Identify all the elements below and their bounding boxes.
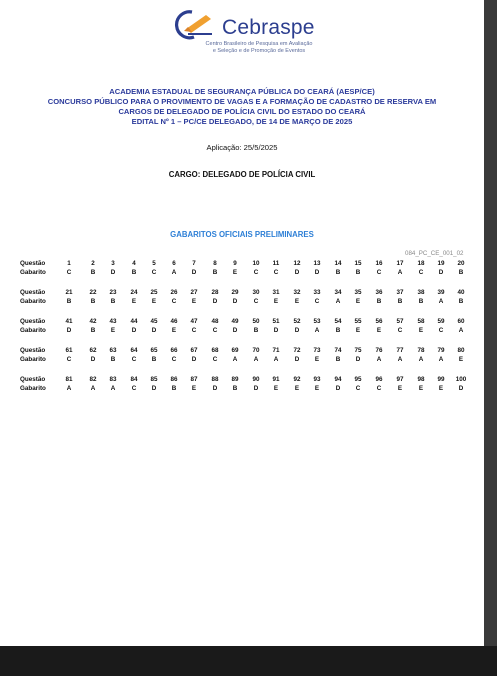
question-number: 60 — [457, 318, 465, 325]
answer-letter: A — [335, 298, 341, 305]
question-number: 83 — [109, 376, 117, 383]
answer-letter: A — [90, 385, 96, 392]
answer-letter: C — [314, 298, 320, 305]
answer-letter: B — [232, 385, 238, 392]
question-number: 85 — [150, 376, 158, 383]
gabarito-label: Gabarito — [20, 298, 46, 305]
question-number: 94 — [334, 376, 342, 383]
answer-letter: D — [232, 298, 238, 305]
logo-subtitle-line2: e Seleção e de Promoção de Eventos — [212, 47, 306, 54]
answer-letter: A — [418, 356, 424, 363]
page-edge — [484, 0, 497, 646]
question-number: 24 — [130, 289, 138, 296]
question-number: 92 — [293, 376, 301, 383]
answer-letter: D — [131, 327, 137, 334]
question-number: 87 — [190, 376, 198, 383]
question-number: 5 — [152, 260, 156, 267]
question-number: 95 — [354, 376, 362, 383]
answer-letter: D — [232, 327, 238, 334]
question-number: 4 — [132, 260, 136, 267]
question-number: 98 — [417, 376, 425, 383]
question-number: 39 — [437, 289, 445, 296]
answer-letter: E — [273, 385, 279, 392]
document-header — [20, 87, 464, 127]
question-number: 8 — [213, 260, 217, 267]
question-number: 26 — [170, 289, 178, 296]
cebraspe-emblem-icon — [172, 10, 218, 40]
answer-letter: B — [151, 356, 157, 363]
answer-letter: C — [212, 327, 218, 334]
question-number: 54 — [334, 318, 342, 325]
gabarito-label: Gabarito — [20, 385, 46, 392]
gabaritos-title: GABARITOS OFICIAIS PRELIMINARES — [170, 230, 314, 239]
answer-letter: B — [458, 269, 464, 276]
answer-letter: D — [314, 269, 320, 276]
answer-letter: B — [335, 356, 341, 363]
question-number: 58 — [417, 318, 425, 325]
answer-letter: A — [171, 269, 177, 276]
question-number: 70 — [252, 347, 260, 354]
question-number: 32 — [293, 289, 301, 296]
question-number: 93 — [313, 376, 321, 383]
answer-letter: A — [397, 269, 403, 276]
question-number: 12 — [293, 260, 301, 267]
answer-letter: B — [418, 298, 424, 305]
question-number: 2 — [91, 260, 95, 267]
answer-letter: B — [335, 327, 341, 334]
answer-letter: D — [335, 385, 341, 392]
question-number: 63 — [109, 347, 117, 354]
header-line4: EDITAL Nº 1 – PC/CE DELEGADO, DE 14 DE MARÇO DE 2025 — [131, 117, 353, 126]
gabarito-label: Gabarito — [20, 269, 46, 276]
question-number: 59 — [437, 318, 445, 325]
answer-letter: E — [151, 298, 157, 305]
question-number: 19 — [437, 260, 445, 267]
question-number: 42 — [89, 318, 97, 325]
question-number: 34 — [334, 289, 342, 296]
question-number: 13 — [313, 260, 321, 267]
question-number: 57 — [396, 318, 404, 325]
answer-letter: B — [355, 269, 361, 276]
answer-letter: D — [355, 356, 361, 363]
header-line2: CONCURSO PÚBLICO PARA O PROVIMENTO DE VAGAS E A FORMAÇÃO DE CADASTRO DE RESERVA EM — [47, 97, 437, 106]
gabarito-label: Gabarito — [20, 327, 46, 334]
answer-letter: B — [66, 298, 72, 305]
question-number: 97 — [396, 376, 404, 383]
answer-letter: D — [110, 269, 116, 276]
question-number: 21 — [65, 289, 73, 296]
answer-letter: E — [191, 298, 197, 305]
question-number: 46 — [170, 318, 178, 325]
answer-letter: A — [376, 356, 382, 363]
questao-row — [0, 318, 484, 327]
questao-label: Questão — [20, 260, 46, 267]
answer-letter: A — [273, 356, 279, 363]
question-number: 31 — [272, 289, 280, 296]
answer-letter: B — [110, 298, 116, 305]
question-number: 99 — [437, 376, 445, 383]
question-number: 52 — [293, 318, 301, 325]
question-number: 53 — [313, 318, 321, 325]
question-number: 49 — [231, 318, 239, 325]
question-number: 96 — [375, 376, 383, 383]
answer-letter: D — [253, 385, 259, 392]
question-number: 28 — [211, 289, 219, 296]
question-number: 17 — [396, 260, 404, 267]
header-line3: CARGOS DE DELEGADO DE POLÍCIA CIVIL DO ESTADO DO CEARÁ — [118, 107, 366, 116]
question-number: 38 — [417, 289, 425, 296]
answer-letter: B — [110, 356, 116, 363]
answer-letter: E — [314, 356, 320, 363]
question-number: 68 — [211, 347, 219, 354]
question-number: 43 — [109, 318, 117, 325]
answer-letter: E — [355, 298, 361, 305]
question-number: 73 — [313, 347, 321, 354]
answer-letter: D — [294, 269, 300, 276]
answer-letter: C — [438, 327, 444, 334]
answer-letter: B — [335, 269, 341, 276]
question-number: 30 — [252, 289, 260, 296]
questao-row — [0, 347, 484, 356]
answer-letter: A — [66, 385, 72, 392]
answer-letter: D — [294, 327, 300, 334]
logo-subtitle-line1: Centro Brasileiro de Pesquisa em Avaliação — [205, 41, 313, 47]
question-number: 67 — [190, 347, 198, 354]
answer-letter: A — [397, 356, 403, 363]
question-number: 48 — [211, 318, 219, 325]
answer-letter: C — [397, 327, 403, 334]
question-number: 15 — [354, 260, 362, 267]
questao-row — [0, 376, 484, 385]
question-number: 80 — [457, 347, 465, 354]
answer-letter: B — [376, 298, 382, 305]
question-number: 90 — [252, 376, 260, 383]
question-number: 64 — [130, 347, 138, 354]
answer-letter: E — [273, 298, 279, 305]
question-number: 61 — [65, 347, 73, 354]
gabarito-label: Gabarito — [20, 356, 46, 363]
answer-letter: C — [66, 356, 72, 363]
answer-letter: E — [458, 356, 464, 363]
answer-letter: D — [273, 327, 279, 334]
answer-letter: C — [253, 269, 259, 276]
answer-letter: A — [314, 327, 320, 334]
answer-letter: D — [212, 298, 218, 305]
question-number: 33 — [313, 289, 321, 296]
question-number: 78 — [417, 347, 425, 354]
answer-letter: A — [253, 356, 259, 363]
question-number: 41 — [65, 318, 73, 325]
question-number: 75 — [354, 347, 362, 354]
answer-letter: D — [66, 327, 72, 334]
question-number: 23 — [109, 289, 117, 296]
answer-letter: E — [438, 385, 444, 392]
answer-letter: A — [110, 385, 116, 392]
answer-letter: E — [376, 327, 382, 334]
question-number: 55 — [354, 318, 362, 325]
answer-letter: E — [171, 327, 177, 334]
answer-letter: C — [355, 385, 361, 392]
question-number: 88 — [211, 376, 219, 383]
answer-letter: C — [376, 385, 382, 392]
answer-letter: C — [171, 356, 177, 363]
answer-letter: E — [314, 385, 320, 392]
cargo-title: CARGO: DELEGADO DE POLÍCIA CIVIL — [168, 170, 316, 179]
questao-row — [0, 289, 484, 298]
answer-letter: C — [131, 385, 137, 392]
question-number: 25 — [150, 289, 158, 296]
question-number: 16 — [375, 260, 383, 267]
answer-letter: B — [253, 327, 259, 334]
question-number: 77 — [396, 347, 404, 354]
answer-letter: C — [212, 356, 218, 363]
answer-letter: C — [66, 269, 72, 276]
question-number: 62 — [89, 347, 97, 354]
question-number: 86 — [170, 376, 178, 383]
question-number: 65 — [150, 347, 158, 354]
questao-label: Questão — [20, 289, 46, 296]
question-number: 9 — [233, 260, 237, 267]
answer-letter: D — [191, 356, 197, 363]
answer-letter: B — [171, 385, 177, 392]
answer-letter: A — [232, 356, 238, 363]
logo-subtitle — [189, 41, 329, 54]
question-number: 74 — [334, 347, 342, 354]
cebraspe-logo — [172, 8, 322, 56]
question-number: 47 — [190, 318, 198, 325]
answer-letter: B — [90, 327, 96, 334]
gabarito-row — [0, 298, 484, 307]
answer-letter: D — [438, 269, 444, 276]
answer-letter: A — [438, 356, 444, 363]
answer-letter: D — [294, 356, 300, 363]
aplicacao-date: Aplicação: 25/5/2025 — [206, 143, 278, 152]
question-number: 69 — [231, 347, 239, 354]
gabarito-row — [0, 269, 484, 278]
answer-letter: B — [397, 298, 403, 305]
answer-letter: B — [212, 269, 218, 276]
questao-row — [0, 260, 484, 269]
answer-letter: D — [90, 356, 96, 363]
answer-letter: B — [131, 269, 137, 276]
question-number: 1 — [67, 260, 71, 267]
answer-letter: E — [418, 327, 424, 334]
question-number: 37 — [396, 289, 404, 296]
answer-letter: C — [418, 269, 424, 276]
question-number: 91 — [272, 376, 280, 383]
question-number: 36 — [375, 289, 383, 296]
answer-letter: B — [458, 298, 464, 305]
question-number: 10 — [252, 260, 260, 267]
question-number: 7 — [192, 260, 196, 267]
question-number: 11 — [272, 260, 280, 267]
header-line1: ACADEMIA ESTADUAL DE SEGURANÇA PÚBLICA DO CEARÁ (AESP/CE) — [109, 87, 375, 96]
question-number: 79 — [437, 347, 445, 354]
question-number: 44 — [130, 318, 138, 325]
document-code: 084_PC_CE_001_02 — [405, 250, 464, 257]
logo-name: Cebraspe — [222, 16, 315, 39]
gabarito-row — [0, 327, 484, 336]
answer-letter: E — [294, 385, 300, 392]
answer-letter: E — [131, 298, 137, 305]
question-number: 14 — [334, 260, 342, 267]
question-number: 3 — [111, 260, 115, 267]
question-number: 22 — [89, 289, 97, 296]
question-number: 72 — [293, 347, 301, 354]
question-number: 35 — [354, 289, 362, 296]
question-number: 40 — [457, 289, 465, 296]
answer-letter: C — [151, 269, 157, 276]
question-number: 76 — [375, 347, 383, 354]
answer-letter: E — [294, 298, 300, 305]
answer-letter: E — [232, 269, 238, 276]
question-number: 66 — [170, 347, 178, 354]
answer-letter: E — [355, 327, 361, 334]
answer-letter: D — [191, 269, 197, 276]
answer-letter: E — [418, 385, 424, 392]
questao-label: Questão — [20, 376, 46, 383]
question-number: 50 — [252, 318, 260, 325]
answer-letter: D — [151, 385, 157, 392]
answer-letter: C — [191, 327, 197, 334]
answer-letter: C — [376, 269, 382, 276]
answer-letter: E — [397, 385, 403, 392]
question-number: 29 — [231, 289, 239, 296]
gabarito-row — [0, 385, 484, 394]
question-number: 82 — [89, 376, 97, 383]
question-number: 6 — [172, 260, 176, 267]
answer-letter: E — [191, 385, 197, 392]
answer-letter: D — [458, 385, 464, 392]
question-number: 89 — [231, 376, 239, 383]
question-number: 56 — [375, 318, 383, 325]
question-number: 18 — [417, 260, 425, 267]
questao-label: Questão — [20, 318, 46, 325]
question-number: 51 — [272, 318, 280, 325]
bottom-bar — [0, 646, 497, 676]
question-number: 45 — [150, 318, 158, 325]
answer-letter: C — [273, 269, 279, 276]
answer-letter: C — [171, 298, 177, 305]
answer-letter: C — [253, 298, 259, 305]
answer-letter: D — [212, 385, 218, 392]
answer-letter: B — [90, 298, 96, 305]
gabarito-row — [0, 356, 484, 365]
answer-letter: A — [458, 327, 464, 334]
question-number: 81 — [65, 376, 73, 383]
answer-letter: D — [151, 327, 157, 334]
question-number: 84 — [130, 376, 138, 383]
answer-letter: E — [110, 327, 116, 334]
answer-letter: A — [438, 298, 444, 305]
questao-label: Questão — [20, 347, 46, 354]
answer-letter: C — [131, 356, 137, 363]
question-number: 100 — [455, 376, 467, 383]
answer-letter: B — [90, 269, 96, 276]
question-number: 20 — [457, 260, 465, 267]
question-number: 71 — [272, 347, 280, 354]
question-number: 27 — [190, 289, 198, 296]
